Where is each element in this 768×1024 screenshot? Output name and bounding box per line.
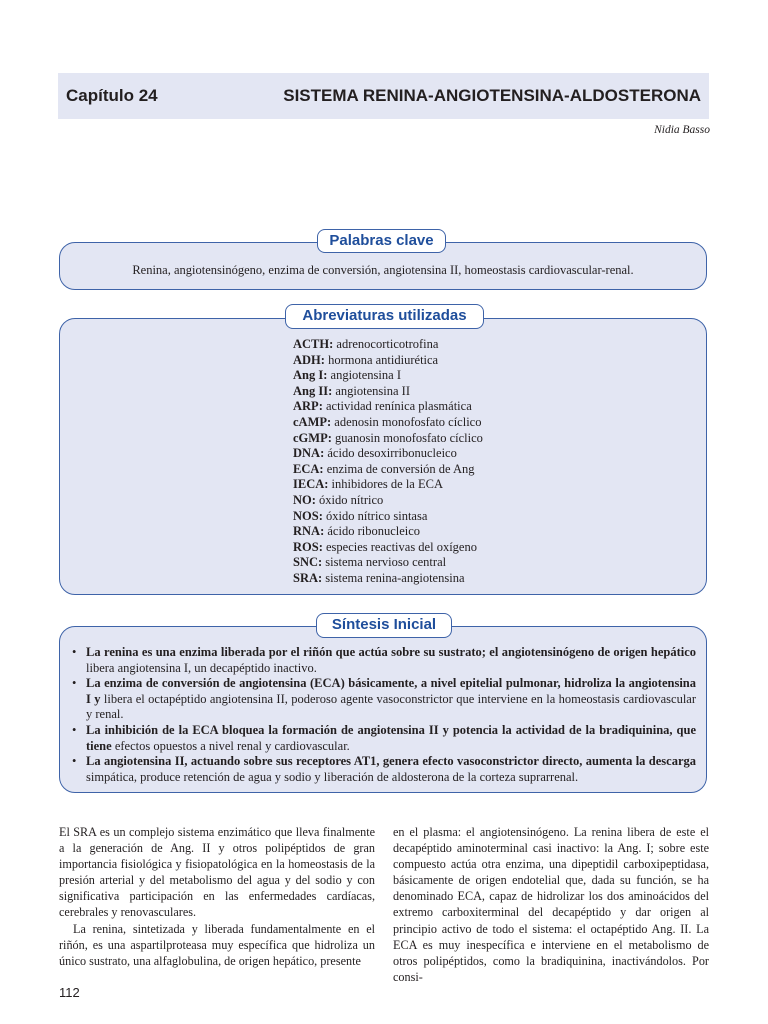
- abbreviation-term: Ang II:: [293, 383, 333, 398]
- abbreviation-term: NOS:: [293, 508, 323, 523]
- synthesis-box: [59, 626, 707, 793]
- abbreviation-item: [293, 571, 483, 587]
- abbreviation-item: [293, 509, 483, 525]
- synthesis-item: [70, 723, 696, 754]
- abbreviation-item: [293, 399, 483, 415]
- abbreviation-term: ECA:: [293, 461, 324, 476]
- abbreviation-item: [293, 477, 483, 493]
- abbreviation-term: SNC:: [293, 555, 323, 570]
- abbreviation-term: SRA:: [293, 570, 323, 585]
- abbreviation-item: [293, 555, 483, 571]
- abbreviation-definition: ácido desoxirribonucleico: [327, 446, 457, 461]
- abbreviation-term: cGMP:: [293, 430, 332, 445]
- synthesis-item-bold: La inhibición de la ECA bloquea la formación de angiotensina II y potencia la actividad de la bradiquinina, que tiene: [86, 722, 696, 753]
- synthesis-item: [70, 754, 696, 785]
- abbreviation-definition: angiotensina I: [330, 368, 401, 383]
- synthesis-list: [70, 645, 696, 785]
- abbreviation-definition: óxido nítrico: [319, 492, 384, 507]
- abbreviation-item: [293, 337, 483, 353]
- abbreviation-term: DNA:: [293, 446, 325, 461]
- synthesis-label: Síntesis Inicial: [316, 613, 452, 638]
- abbreviation-item: [293, 540, 483, 556]
- abbreviations-label: Abreviaturas utilizadas: [285, 304, 484, 329]
- synthesis-item-text: libera angiotensina I, un decapéptido inactivo.: [86, 660, 317, 675]
- body-column-left: [59, 824, 375, 969]
- keywords-label: Palabras clave: [317, 229, 446, 253]
- abbreviations-box: [59, 318, 707, 595]
- synthesis-item-text: libera el octapéptido angiotensina II, poderoso agente vasoconstrictor que interviene en la homeostasis cardiovascular y renal.: [86, 691, 696, 722]
- body-paragraph: El SRA es un complejo sistema enzimático que lleva finalmente a la generación de Ang. II y otros polipéptidos de gran importancia fisiológica y fisiopatológica en la homeostasis de la presión arterial y del metabolismo del agua y del sodio y con significativa participación en las enfermedades cardíacas, cerebrales y renovasculares.: [59, 825, 375, 920]
- abbreviation-term: ACTH:: [293, 337, 334, 351]
- abbreviation-term: Ang I:: [293, 368, 328, 383]
- abbreviation-definition: actividad renínica plasmática: [325, 399, 472, 414]
- synthesis-item-text: simpática, produce retención de agua y sodio y liberación de aldosterona de la corteza suprarrenal.: [86, 769, 579, 784]
- abbreviation-definition: sistema nervioso central: [325, 555, 447, 570]
- abbreviation-item: [293, 353, 483, 369]
- chapter-header-bar: [58, 73, 709, 119]
- abbreviation-term: ADH:: [293, 352, 325, 367]
- synthesis-item-bold: La enzima de conversión de angiotensina (ECA) básicamente, a nivel epitelial pulmonar, hidroliza la angiotensina I y: [86, 676, 696, 706]
- abbreviation-definition: hormona antidiurética: [328, 352, 439, 367]
- synthesis-item-bold: La angiotensina II, actuando sobre sus receptores AT1, genera efecto vasoconstrictor directo, aumenta la descarga: [86, 754, 696, 769]
- abbreviation-item: [293, 415, 483, 431]
- body-paragraph: La renina, sintetizada y liberada fundamentalmente en el riñón, es una aspartilproteasa muy específica que hidroliza un único sustrato, una alfaglobulina, de origen hepático, presente: [59, 921, 375, 968]
- abbreviation-term: RNA:: [293, 524, 325, 539]
- keywords-text: Renina, angiotensinógeno, enzima de conversión, angiotensina II, homeostasis cardiovascular-renal.: [132, 263, 634, 277]
- body-paragraph: en el plasma: el angiotensinógeno. La renina libera de este el decapéptido aminoterminal casi inactivo: la Ang. I; sobre este compuesto actúa otra enzima, una dipeptidil carboxipeptidasa, básicamente de origen endotelial que, dada su función, se ha denominado ECA, capaz de hidrolizar los dos aminoácidos del extremo carboxiterminal del decapéptido y dar origen al principio activo de todo el sistema: el octapéptido Ang. II. La ECA es muy inespecífica e interviene en el metabolismo de otros polipéptidos, como la bradiquinina, inactivándolos. Por consi-: [393, 825, 709, 984]
- abbreviation-item: [293, 446, 483, 462]
- abbreviation-item: [293, 524, 483, 540]
- abbreviation-definition: enzima de conversión de Ang: [326, 461, 475, 476]
- abbreviation-item: [293, 384, 483, 400]
- abbreviation-definition: sistema renina-angiotensina: [325, 570, 465, 585]
- abbreviation-definition: adrenocorticotrofina: [336, 337, 439, 351]
- synthesis-item: [70, 645, 696, 676]
- abbreviation-term: ARP:: [293, 399, 323, 414]
- abbreviation-item: [293, 431, 483, 447]
- chapter-number: Capítulo 24: [66, 86, 158, 105]
- author-name: Nidia Basso: [654, 124, 710, 136]
- abbreviation-term: ROS:: [293, 539, 323, 554]
- abbreviation-definition: adenosin monofosfato cíclico: [334, 414, 482, 429]
- abbreviation-definition: óxido nítrico sintasa: [326, 508, 428, 523]
- synthesis-item-bold: La renina es una enzima liberada por el riñón que actúa sobre su sustrato; el angiotensinógeno de origen hepático: [86, 645, 696, 659]
- abbreviation-term: cAMP:: [293, 414, 332, 429]
- page-number: 112: [59, 985, 80, 1000]
- abbreviations-list: [293, 337, 483, 587]
- abbreviation-term: NO:: [293, 492, 316, 507]
- synthesis-item-text: efectos opuestos a nivel renal y cardiovascular.: [114, 738, 350, 753]
- abbreviation-definition: inhibidores de la ECA: [331, 477, 443, 492]
- synthesis-item: [70, 676, 696, 723]
- body-column-right: [393, 824, 709, 985]
- abbreviation-item: [293, 462, 483, 478]
- abbreviation-item: [293, 493, 483, 509]
- chapter-title: SISTEMA RENINA-ANGIOTENSINA-ALDOSTERONA: [283, 86, 701, 105]
- abbreviation-item: [293, 368, 483, 384]
- abbreviation-term: IECA:: [293, 477, 329, 492]
- abbreviation-definition: guanosin monofosfato cíclico: [335, 430, 483, 445]
- abbreviation-definition: ácido ribonucleico: [327, 524, 421, 539]
- abbreviation-definition: angiotensina II: [335, 383, 411, 398]
- abbreviation-definition: especies reactivas del oxígeno: [326, 539, 477, 554]
